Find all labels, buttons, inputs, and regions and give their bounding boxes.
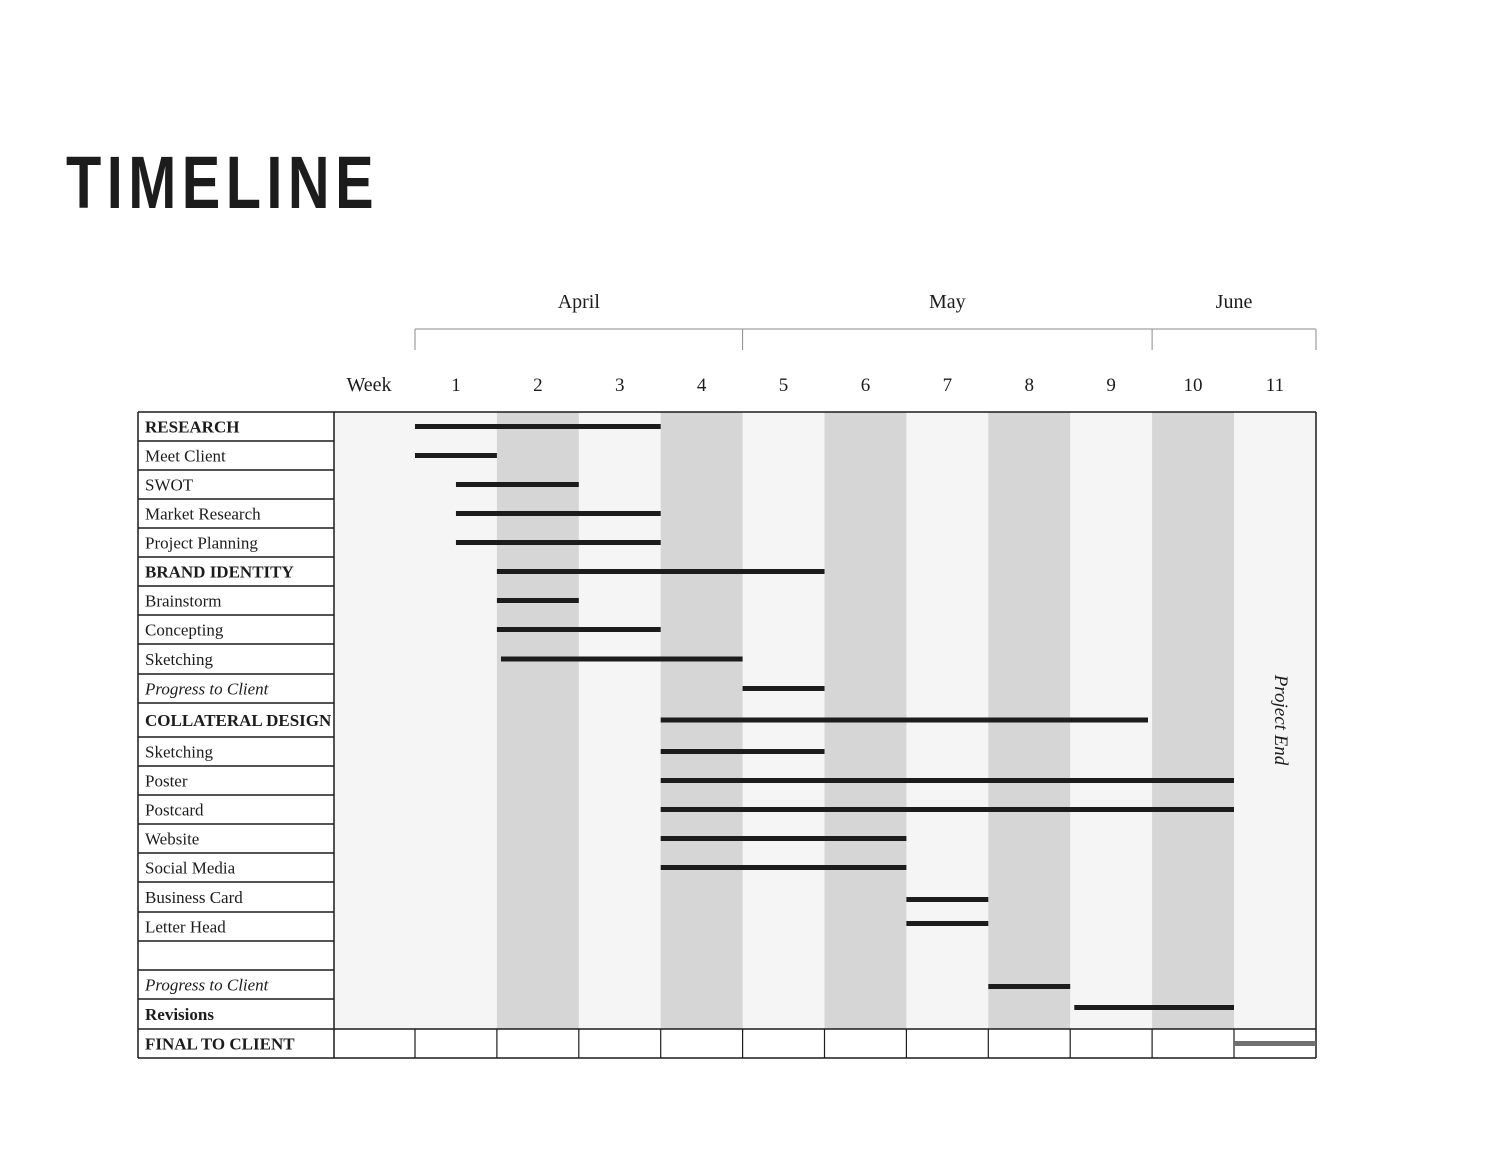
task-label: SWOT [145,475,194,495]
task-label: Letter Head [145,917,226,937]
month-header [415,291,1316,350]
week-shade-10 [1152,412,1234,1029]
task-bar [1234,1041,1316,1046]
week-number: 3 [615,375,625,396]
task-label: Progress to Client [145,975,269,995]
task-label: Postcard [145,800,204,820]
week-number: 5 [778,375,789,396]
task-label: Brainstorm [145,591,222,611]
week-number: 11 [1265,375,1285,396]
task-label: Sketching [145,650,213,669]
week-number: 1 [451,375,461,396]
page-title: TIMELINE [66,141,380,224]
task-bar [661,778,1234,783]
annotations [1270,674,1291,766]
task-bar [456,482,579,487]
section-label: BRAND IDENTITY [145,562,294,582]
task-bar [497,627,661,632]
task-label: Market Research [145,504,261,524]
task-bar [501,657,743,662]
task-label: Poster [145,771,188,791]
task-bar [661,718,1148,723]
week-shade-2 [497,412,579,1029]
task-label: Meet Client [145,446,226,466]
section-label: RESEARCH [145,417,240,437]
month-label: April [557,291,600,313]
project-end-label: Project End [1269,674,1291,766]
task-bar [743,686,825,691]
task-bar [456,511,661,516]
week-number: 6 [860,375,871,396]
task-label: Business Card [145,888,243,907]
week-number: 9 [1106,375,1116,396]
task-label: Project Planning [145,533,258,553]
month-label: May [929,291,966,313]
task-bar [497,569,825,574]
task-bar [1074,1005,1234,1010]
task-label: Social Media [145,858,236,878]
task-bar [497,598,579,603]
task-bar [661,749,825,754]
task-bar [906,897,988,902]
week-header [346,374,1284,396]
week-number: 10 [1183,375,1203,396]
task-bar [456,540,661,545]
task-label: Concepting [145,620,224,640]
section-label: Revisions [145,1005,214,1024]
week-label: Week [346,374,392,396]
task-label: Website [145,829,200,849]
task-bar [415,424,661,429]
task-bar [906,921,988,926]
task-label: Sketching [145,742,213,762]
task-labels [144,418,332,1054]
section-label: COLLATERAL DESIGN [145,711,332,730]
task-bar [415,453,497,458]
task-bar [661,865,907,870]
task-bar [661,807,1234,812]
month-label: June [1215,291,1253,313]
week-number: 2 [533,375,543,396]
section-label: FINAL TO CLIENT [145,1034,295,1054]
week-number: 8 [1024,375,1034,396]
task-label: Progress to Client [145,679,269,699]
task-bar [988,984,1070,989]
week-number: 4 [696,375,707,396]
week-number: 7 [942,375,953,396]
task-bar [661,836,907,841]
